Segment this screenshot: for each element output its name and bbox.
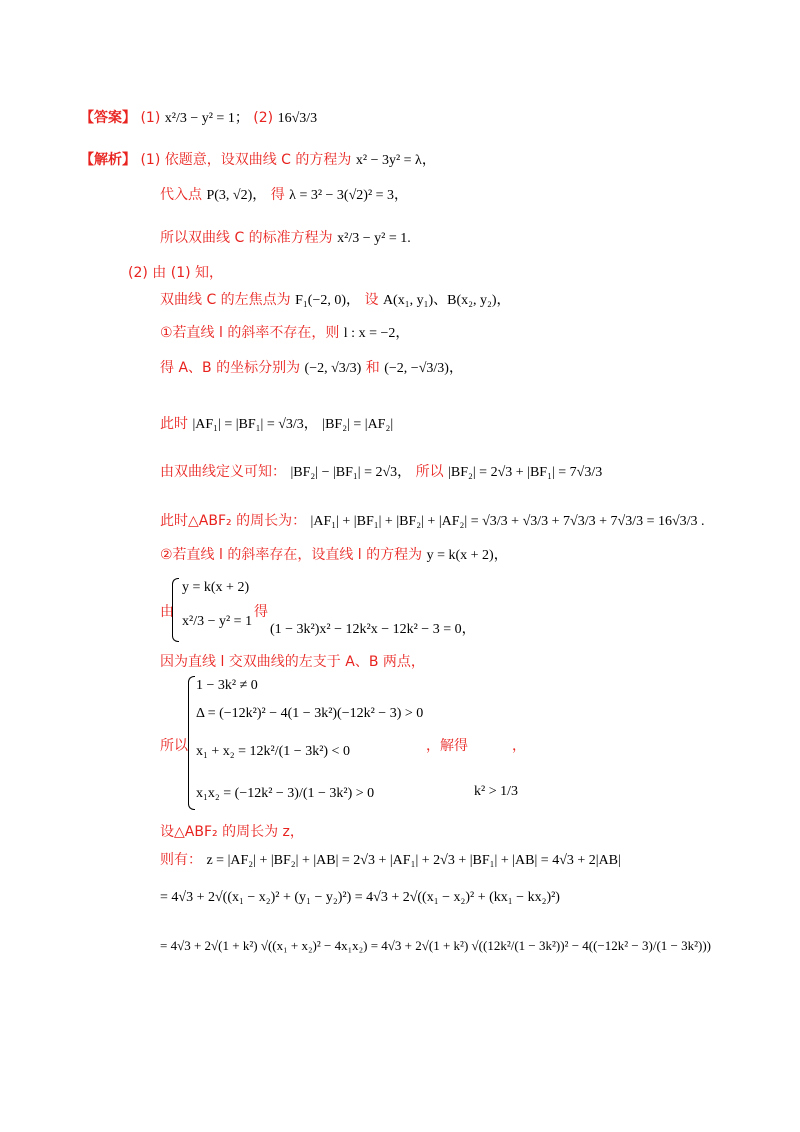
z-eq-1: z = |AF₂| + |BF₂| + |AB| = 2√3 + |AF₁| + 2√3 + |BF₁| + |AB| = 4√3 + 2|AB| [206,853,621,868]
coords-and: 和 [365,360,380,376]
case1-text: ①若直线 l 的斜率不存在，则 [160,325,340,341]
def-text2: 所以 [415,464,444,480]
then-line [160,414,393,435]
answer-part1: (1) [140,110,161,126]
system-you: 由 [160,604,174,620]
k-result: k² > 1/3 [474,784,518,799]
perimeter-text: 此时△ABF₂ 的周长为： [160,513,307,529]
case1-math: l : x = −2， [343,326,410,341]
z-line-1 [160,850,621,871]
because-text: 因为直线 l 交双曲线的左支于 A、B 两点， [160,654,425,670]
solve-comma: ， [512,738,526,754]
solve-text: ，解得 [426,738,468,754]
coord-a: (−2, √3/3) [304,361,362,376]
focus-text: 双曲线 C 的左焦点为 [160,292,291,308]
cond-1: 1 − 3k² ≠ 0 [196,678,258,693]
then-math: |AF₁| = |BF₁| = √3/3， [192,417,318,432]
analysis-l2-text: 代入点 [160,187,202,203]
case2-text: ②若直线 l 的斜率存在，设直线 l 的方程为 [160,547,423,563]
z-eq-2: = 4√3 + 2√((x₁ − x₂)² + (y₁ − y₂)²) = 4√3 + 2√((x₁ − x₂)² + (kx₁ − kx₂)²) [160,890,560,905]
system-eq1: y = k(x + 2) [182,580,250,595]
perimeter-line [160,511,705,532]
set-text: 设 [364,292,379,308]
analysis-l3-math: x²/3 − y² = 1. [337,231,411,246]
system-de: 得 [254,604,268,620]
analysis-l2-math: P(3, √2)， [206,188,267,203]
def-math: |BF₂| − |BF₁| = 2√3， [290,465,412,480]
analysis-line-2 [160,185,408,206]
answer-line [80,108,317,129]
set-math: A(x₁, y₁)、B(x₂, y₂)， [382,293,511,308]
conditions-brace [188,676,195,810]
z-then-text: 则有： [160,852,202,868]
analysis-line-3 [160,228,411,249]
because-line [160,652,425,672]
coord-b: (−2, −√3/3)， [384,361,463,376]
analysis-l2-text2: 得 [270,187,285,203]
perimeter-math: |AF₁| + |BF₁| + |BF₂| + |AF₂| = √3/3 + √3/3 + 7√3/3 + 7√3/3 = 16√3/3 . [310,514,705,529]
answer-eq1: x²/3 − y² = 1； [164,111,249,126]
coords-text: 得 A、B 的坐标分别为 [160,360,301,376]
analysis-label: 【解析】 [80,152,136,168]
analysis-l3-text: 所以双曲线 C 的标准方程为 [160,230,333,246]
system-brace [172,578,179,642]
analysis-l2-math2: λ = 3² − 3(√2)² = 3， [289,188,409,203]
analysis-line-1 [80,150,436,171]
analysis-l1-text: (1) 依题意，设双曲线 C 的方程为 [140,152,352,168]
def-text: 由双曲线定义可知： [160,464,286,480]
system-result: (1 − 3k²)x² − 12k²x − 12k² − 3 = 0， [270,622,476,637]
z-def-line [160,822,304,842]
analysis-l1-math: x² − 3y² = λ， [355,153,436,168]
cond-2: Δ = (−12k²)² − 4(1 − 3k²)(−12k² − 3) > 0 [196,706,424,721]
answer-label: 【答案】 [80,110,136,126]
answer-eq2: 16√3/3 [277,111,318,126]
part2-head-text: (2) 由 (1) 知， [128,265,224,281]
case2-line [160,545,508,566]
coords-line [160,358,463,379]
system-eq2: x²/3 − y² = 1 [182,614,253,629]
part2-focus-line [160,290,511,311]
cond-3: x₁ + x₂ = 12k²/(1 − 3k²) < 0 [196,744,350,759]
case1-line [160,323,409,344]
case2-math: y = k(x + 2)， [426,548,508,563]
cond-4: x₁x₂ = (−12k² − 3)/(1 − 3k²) > 0 [196,786,375,801]
focus-math: F₁(−2, 0)， [295,293,361,308]
def-math2: |BF₂| = 2√3 + |BF₁| = 7√3/3 [448,465,603,480]
answer-part2: (2) [253,110,274,126]
z-def-text: 设△ABF₂ 的周长为 z， [160,824,304,840]
so-text: 所以 [160,738,188,754]
then-text: 此时 [160,416,188,432]
part2-head [128,263,223,283]
z-eq-3: = 4√3 + 2√(1 + k²) √((x₁ + x₂)² − 4x₁x₂) = 4√3 + 2√(1 + k²) √((12k²/(1 − 3k²))² − 4((−12k² − 3)/(1 − 3k²))) [160,938,711,953]
then-math2: |BF₂| = |AF₂| [322,417,394,432]
def-line [160,462,602,483]
